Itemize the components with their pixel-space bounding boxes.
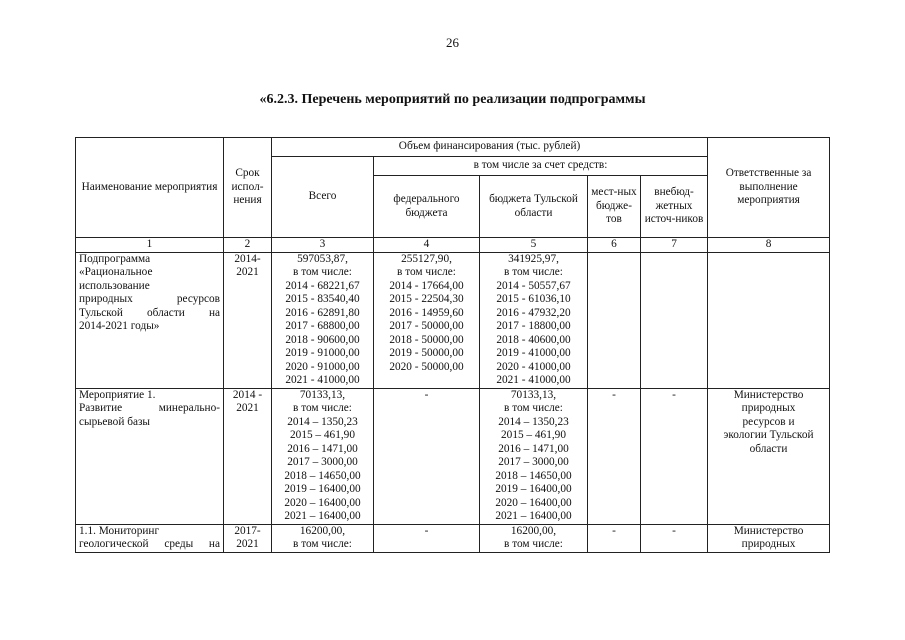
regional-line: 2019 – 16400,00 (495, 483, 572, 495)
federal-line: 2018 - 50000,00 (389, 333, 464, 346)
header-local: мест-ных бюджe-тов (588, 176, 641, 238)
column-number: 2 (224, 238, 272, 253)
local-cell: - (588, 524, 641, 552)
total-line: 2019 - 91000,00 (285, 347, 360, 359)
table-row (76, 252, 830, 388)
total-line: в том числе: (293, 402, 352, 414)
regional-line: в том числе: (504, 402, 563, 414)
measure-name-line: 2014-2021 годы» (79, 320, 160, 332)
table-row (76, 388, 830, 524)
federal-line: 2019 - 50000,00 (389, 347, 464, 359)
header-financing: Объем финансирования (тыс. рублей) (272, 138, 708, 157)
total-line: 2017 – 3000,00 (287, 456, 358, 468)
column-number: 7 (641, 238, 708, 253)
regional-line: 341925,97, (508, 252, 559, 265)
header-name: Наименование мероприятия (76, 138, 224, 238)
total-line: 2016 - 62891,80 (285, 306, 360, 319)
header-including: в том числе за счет средств: (374, 157, 708, 176)
regional-line: 2018 - 40600,00 (496, 333, 571, 346)
regional-line: 2021 - 41000,00 (496, 374, 571, 386)
total-line: в том числе: (293, 266, 352, 278)
term-line: 2021 (236, 402, 259, 414)
federal-cell (374, 524, 480, 552)
total-line: 70133,13, (299, 388, 346, 401)
table-row (76, 524, 830, 552)
regional-line: 2018 – 14650,00 (495, 469, 572, 482)
header-offbudget: внебюд-жетных источ-ников (641, 176, 708, 238)
total-line: 597053,87, (297, 252, 348, 265)
measure-name-line: сырьевой базы (79, 415, 151, 428)
total-line: 16200,00, (299, 524, 346, 537)
federal-line: - (424, 524, 429, 537)
responsible-line: области (749, 442, 788, 455)
regional-line: 2020 – 16400,00 (495, 496, 572, 509)
column-number: 5 (480, 238, 588, 253)
header-responsible: Ответственные за выполнение мероприятия (708, 138, 830, 238)
federal-line: 2017 - 50000,00 (389, 320, 464, 332)
regional-line: 2014 - 50557,67 (496, 279, 571, 292)
measure-name-line: природных ресурсов (79, 293, 220, 305)
total-line: 2019 – 16400,00 (284, 483, 361, 495)
total-line: 2021 - 41000,00 (285, 374, 360, 386)
regional-line: 2020 - 41000,00 (496, 360, 571, 373)
local-cell: - (588, 388, 641, 524)
measures-table (75, 137, 830, 553)
term-cell (224, 388, 272, 524)
federal-line: в том числе: (397, 266, 456, 278)
term-line: 2017- (234, 524, 261, 537)
term-line: 2014 - (232, 388, 263, 401)
total-line: 2020 - 91000,00 (285, 360, 360, 373)
total-line: 2014 - 68221,67 (285, 279, 360, 292)
total-line: в том числе: (293, 538, 352, 550)
regional-line: 70133,13, (510, 388, 557, 401)
total-line: 2014 – 1350,23 (287, 415, 358, 428)
regional-line: 2015 – 461,90 (501, 429, 566, 441)
responsible-cell (708, 388, 830, 524)
measure-name-line: геологической среды на (79, 538, 220, 550)
measure-name-line: Мероприятие 1. (79, 388, 156, 401)
measure-name-line: Развитие минерально- (79, 402, 220, 414)
total-line: 2015 – 461,90 (290, 429, 355, 441)
responsible-line: экологии Тульской (723, 429, 814, 441)
term-cell (224, 252, 272, 388)
header-regional: бюджета Тульской области (480, 176, 588, 238)
federal-cell (374, 388, 480, 524)
responsible-line: ресурсов и (742, 415, 795, 428)
measure-name-line: использование (79, 279, 150, 292)
page-number: 26 (446, 35, 459, 50)
total-line: 2018 - 90600,00 (285, 333, 360, 346)
measure-name-cell (76, 252, 224, 388)
regional-line: 2019 - 41000,00 (496, 347, 571, 359)
total-line: 2020 – 16400,00 (284, 496, 361, 509)
local-cell (588, 252, 641, 388)
federal-line: 2015 - 22504,30 (389, 293, 464, 305)
total-cell (272, 252, 374, 388)
column-number-row (76, 238, 830, 253)
term-line: 2014- (234, 252, 261, 265)
term-cell (224, 524, 272, 552)
column-number: 1 (76, 238, 224, 253)
federal-line: - (424, 388, 429, 401)
responsible-cell (708, 524, 830, 552)
regional-line: 2016 – 1471,00 (498, 442, 569, 455)
term-line: 2021 (236, 538, 259, 550)
measure-name-cell (76, 388, 224, 524)
responsible-line: природных (741, 538, 796, 550)
offbudget-cell: - (641, 388, 708, 524)
column-number: 6 (588, 238, 641, 253)
regional-line: 2014 – 1350,23 (498, 415, 569, 428)
column-number: 8 (708, 238, 830, 253)
regional-line: 2021 – 16400,00 (495, 510, 572, 522)
total-line: 2017 - 68800,00 (285, 320, 360, 332)
total-line: 2018 – 14650,00 (284, 469, 361, 482)
offbudget-cell (641, 252, 708, 388)
header-federal: федерального бюджета (374, 176, 480, 238)
regional-cell (480, 524, 588, 552)
total-line: 2021 – 16400,00 (284, 510, 361, 522)
document-heading: «6.2.3. Перечень мероприятий по реализации подпрограммы (259, 92, 646, 107)
federal-line: 2014 - 17664,00 (389, 279, 464, 292)
measure-name-line: «Рациональное (79, 266, 153, 278)
column-number: 3 (272, 238, 374, 253)
regional-line: 2015 - 61036,10 (496, 293, 571, 305)
regional-line: в том числе: (504, 538, 563, 550)
responsible-line: Министерство (733, 524, 804, 537)
regional-cell (480, 252, 588, 388)
column-number: 4 (374, 238, 480, 253)
total-cell (272, 388, 374, 524)
measure-name-line: 1.1. Мониторинг (79, 524, 160, 537)
measure-name-line: Подпрограмма (79, 252, 151, 265)
measure-name-line: Тульской области на (79, 306, 220, 319)
federal-line: 255127,90, (401, 252, 452, 265)
regional-line: 2016 - 47932,20 (496, 306, 571, 319)
federal-cell (374, 252, 480, 388)
regional-line: 2017 - 18800,00 (496, 320, 571, 332)
responsible-line: природных (741, 402, 796, 414)
total-line: 2015 - 83540,40 (285, 293, 360, 305)
header-total: Всего (272, 157, 374, 238)
federal-line: 2016 - 14959,60 (389, 306, 464, 319)
measure-name-cell (76, 524, 224, 552)
regional-line: 2017 – 3000,00 (498, 456, 569, 468)
regional-cell (480, 388, 588, 524)
offbudget-cell: - (641, 524, 708, 552)
header-term: Срок испол-нения (224, 138, 272, 238)
federal-line: 2020 - 50000,00 (389, 360, 464, 373)
term-line: 2021 (236, 266, 259, 278)
regional-line: 16200,00, (510, 524, 557, 537)
responsible-line: Министерство (733, 388, 804, 401)
regional-line: в том числе: (504, 266, 563, 278)
total-line: 2016 – 1471,00 (287, 442, 358, 455)
responsible-cell (708, 252, 830, 388)
total-cell (272, 524, 374, 552)
